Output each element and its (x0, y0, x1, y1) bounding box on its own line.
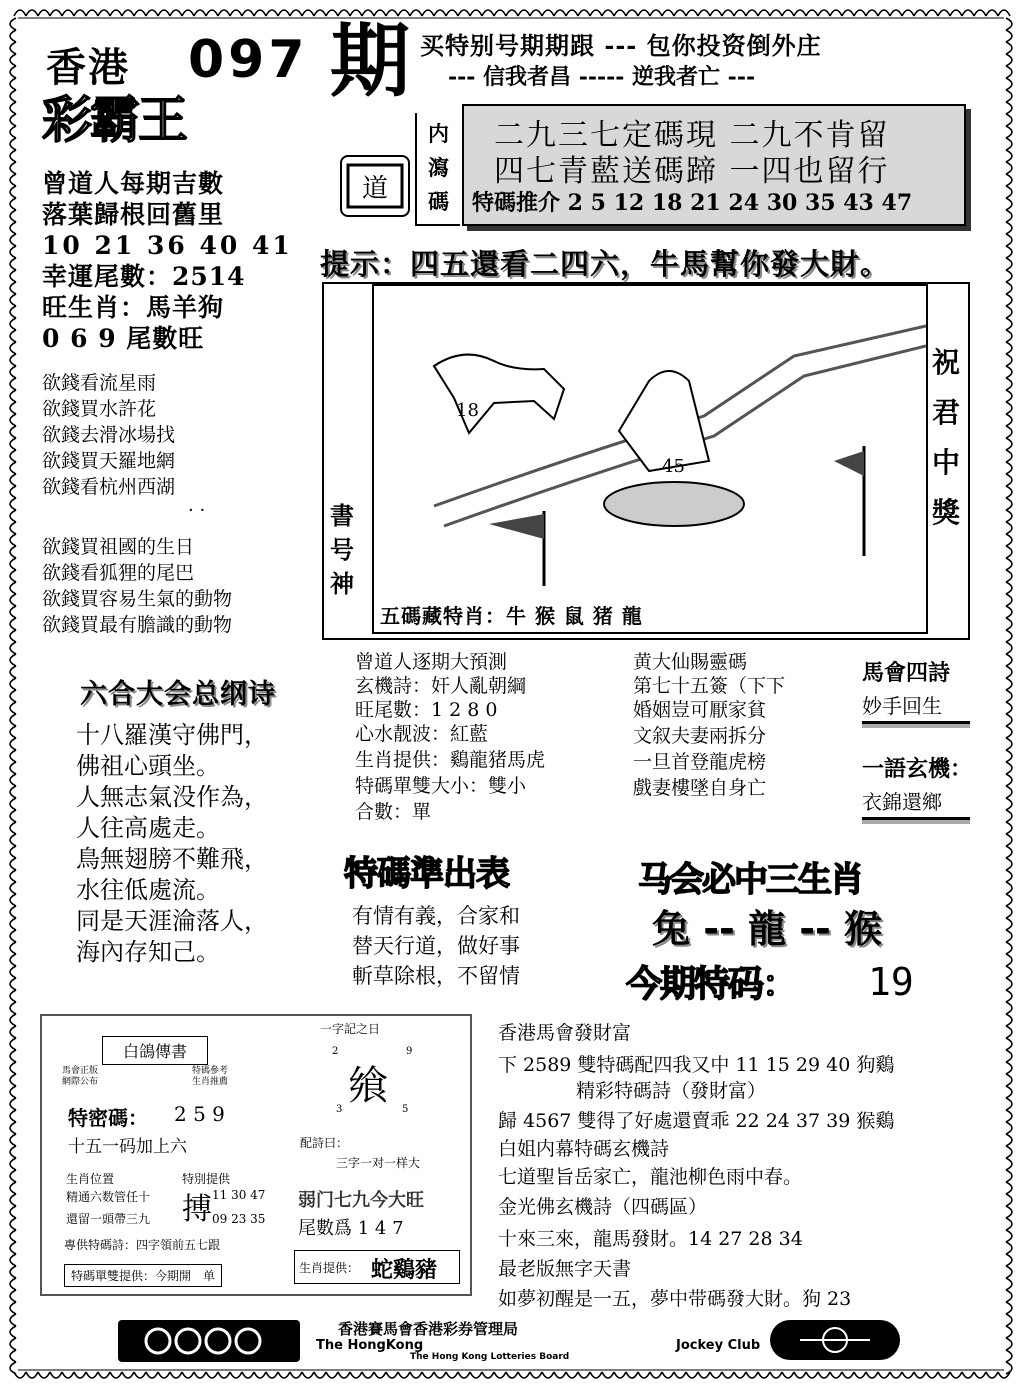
huang-5: 一旦首登龍虎榜 (633, 751, 767, 773)
scan-special-char: 搏 (182, 1192, 212, 1227)
inner-code-box (462, 104, 966, 226)
picture-side-left: 書 号 神 (330, 501, 354, 598)
poem-line-4: 人往高處走。 (76, 814, 220, 842)
huang-3: 婚姻豈可厭家貧 (633, 699, 767, 721)
poem-line-6: 水往低處流。 (76, 876, 220, 904)
prediction-7: 合數：單 (355, 801, 432, 823)
scan-match-text: 三字一对一样大 (336, 1156, 421, 1170)
poem-line-3: 人無志氣没作為， (76, 783, 268, 811)
scan-zod-box (294, 1250, 460, 1284)
bottom-line-10: 如夢初醒是一五，夢中带碼發大財。狗 23 (498, 1288, 852, 1310)
scan-c5: 5 (402, 1104, 409, 1115)
scan-small-right: 特碼參考 生肖推薦 (192, 1066, 229, 1087)
prediction-4: 心水靓波：紅藍 (355, 723, 489, 745)
special-line-2: 替天行道，做好事 (352, 934, 520, 958)
scan-poem-line: 專供特碼詩：四字領前五七跟 (64, 1238, 221, 1252)
scan-char: 飨 (348, 1063, 388, 1109)
poem-line-1: 十八羅漢守佛門， (76, 721, 268, 749)
horse-poem-title: 馬會四詩 (862, 660, 951, 686)
svg-text:道: 道 (361, 174, 389, 204)
poem-title: 六合大会总纲诗 (80, 679, 276, 710)
bottom-line-9: 最老版無字天書 (498, 1258, 632, 1280)
picture-caption: 五碼藏特肖：牛 猴 鼠 猪 龍 (380, 604, 643, 628)
horse-poem-value: 妙手回生 (862, 690, 970, 724)
scan-special-label: 特別提供 (182, 1172, 231, 1186)
prediction-5: 生肖提供：鷄龍猪馬虎 (355, 749, 546, 771)
scan-match-label: 配詩曰： (300, 1136, 349, 1150)
scan-zodiac-line2: 還留一頭帶三九 (66, 1212, 151, 1226)
footer-cn: 香港賽馬會香港彩券管理局 (338, 1320, 519, 1338)
brand-title: 彩霸王 (42, 91, 186, 149)
prediction-1: 曾道人逐期大預測 (355, 651, 508, 673)
picture-side-right: 祝 君 中 獎 (932, 346, 961, 529)
inner-code-line1: 二九三七定碼現 二九不肯留 (494, 118, 890, 153)
scan-zodiac-pos: 生肖位置 (66, 1172, 115, 1186)
special-line-1: 有情有義，合家和 (352, 904, 520, 928)
tip-banner: 提示：四五還看二四六，牛馬幫你發大財。 (320, 247, 891, 281)
slogan-2: --- 信我者昌 ----- 逆我者亡 --- (448, 64, 756, 90)
huang-6: 戲妻樓墜自身亡 (633, 777, 767, 799)
scan-special-nums2: 09 23 35 (212, 1212, 266, 1226)
scan-special-nums1: 11 30 47 (212, 1188, 266, 1202)
footer-logo-right (770, 1320, 900, 1360)
poem-line-8: 海內存知己。 (76, 938, 220, 966)
scan-char-title: 一字記之日 (320, 1022, 381, 1036)
inner-code-line3: 特碼推介 2 5 12 18 21 24 30 35 43 47 (472, 190, 913, 216)
scan-c9: 9 (406, 1046, 413, 1057)
period-char: 期 (330, 15, 410, 108)
scan-tail: 尾數爲 1 4 7 (298, 1218, 404, 1239)
seal-logo (340, 155, 410, 217)
riddle-5: 欲錢看杭州西湖 (42, 476, 176, 498)
bottom-line-6: 七道聖旨岳家亡，龍池柳色雨中春。 (498, 1166, 803, 1188)
bottom-line-5: 白姐内幕特碼玄機詩 (498, 1138, 670, 1160)
left-info-1: 曾道人每期吉數 (42, 169, 225, 198)
huang-2: 第七十五簽（下下 (633, 675, 786, 697)
bottom-line-3: 精彩特碼詩（發財富） (576, 1080, 767, 1102)
scan-zodiac-line1: 精通六数管任十 (66, 1190, 151, 1204)
special-line-3: 斬草除根，不留情 (352, 964, 520, 988)
scan-small-left: 馬會正版 網際公布 (62, 1066, 99, 1087)
riddle-4: 欲錢買天羅地網 (42, 450, 176, 472)
hk-title: 香港 (46, 45, 130, 91)
illustration (374, 286, 926, 586)
bottom-line-7: 金光佛玄機詩（四碼區） (498, 1196, 708, 1218)
special-table-title: 特碼準出表 (344, 854, 509, 894)
picture-num-b: 45 (662, 456, 685, 477)
poem-line-7: 同是天涯淪落人， (76, 907, 268, 935)
poem-line-5: 鳥無翅膀不難飛， (76, 845, 268, 873)
poem-line-2: 佛祖心頭坐。 (76, 752, 220, 780)
horse-poem-title2: 一語玄機： (862, 756, 973, 782)
three-zodiac-title: 马会必中三生肖 (638, 860, 862, 900)
left-info-6: 0 6 9 尾數旺 (42, 324, 205, 353)
horse-poem-value2: 衣錦還鄉 (862, 786, 970, 820)
scan-c3: 3 (336, 1104, 343, 1115)
prediction-6: 特碼單雙大小：雙小 (355, 775, 527, 797)
today-label: 今期特码： (626, 964, 797, 1005)
scan-c2: 2 (332, 1046, 339, 1057)
scan-hint: 十五一码加上六 (68, 1137, 187, 1157)
scan-zod-label: 生肖提供： (299, 1261, 360, 1275)
bottom-line-1: 香港馬會發財富 (498, 1022, 632, 1044)
slogan-1: 买特别号期期跟 --- 包你投资倒外庄 (420, 31, 822, 60)
riddle-6: 欲錢買祖國的生日 (42, 536, 195, 558)
picture-inner (372, 284, 928, 634)
scan-box (40, 1014, 472, 1296)
bottom-line-8: 十來三來，龍馬發財。14 27 28 34 (498, 1228, 803, 1250)
riddle-8: 欲錢買容易生氣的動物 (42, 588, 233, 610)
inner-code-label-box (415, 113, 460, 226)
riddle-1: 欲錢看流星雨 (42, 372, 157, 394)
footer-en3: The Hong Kong Lotteries Board (410, 1352, 570, 1362)
huang-4: 文叙夫妻兩拆分 (633, 725, 767, 747)
prediction-2: 玄機詩：奸人亂朝綱 (355, 675, 527, 697)
scan-code-label: 特密碼： (68, 1106, 148, 1130)
riddle-2: 欲錢買水許花 (42, 398, 157, 420)
scan-odd-even: 特碼單雙提供：今期開 单 (64, 1264, 222, 1287)
inner-code-label: 内 瀉 碼 (428, 121, 449, 214)
issue-number: 097 (188, 30, 309, 90)
left-info-4: 幸運尾數：2514 (42, 262, 246, 291)
left-info-3: 10 21 36 40 41 (42, 231, 293, 260)
bottom-line-4: 歸 4567 雙得了好處還賣乖 22 24 37 39 猴鷄 (498, 1110, 895, 1132)
left-info-5: 旺生肖：馬羊狗 (42, 293, 225, 322)
picture-num-a: 18 (456, 400, 479, 421)
huang-1: 黄大仙賜靈碼 (633, 651, 748, 673)
left-info-2: 落葉歸根回舊里 (42, 200, 225, 229)
scan-zod-value: 蛇鷄豬 (371, 1257, 438, 1283)
dots: · · (188, 500, 206, 521)
scan-title: 白鴿傳書 (102, 1036, 208, 1065)
today-value: 19 (868, 960, 914, 1004)
three-zodiac-animals: 兔 -- 龍 -- 猴 (652, 907, 883, 951)
bottom-line-2: 下 2589 雙特碼配四我又中 11 15 29 40 狗鷄 (498, 1054, 895, 1076)
scan-weak: 弱门七九今大旺 (298, 1190, 424, 1211)
picture-frame (322, 282, 970, 640)
riddle-3: 欲錢去滑冰場找 (42, 424, 176, 446)
footer-logo-left (118, 1320, 300, 1362)
scan-code-value: 2 5 9 (174, 1102, 225, 1126)
prediction-3: 旺尾數：1 2 8 0 (355, 699, 498, 721)
footer-en1: The HongKong (316, 1338, 424, 1353)
riddle-9: 欲錢買最有膽識的動物 (42, 614, 233, 636)
footer-en2: Jockey Club (676, 1338, 761, 1353)
riddle-7: 欲錢看狐狸的尾巴 (42, 562, 195, 584)
inner-code-line2: 四七青藍送碼蹄 一四也留行 (494, 154, 890, 189)
